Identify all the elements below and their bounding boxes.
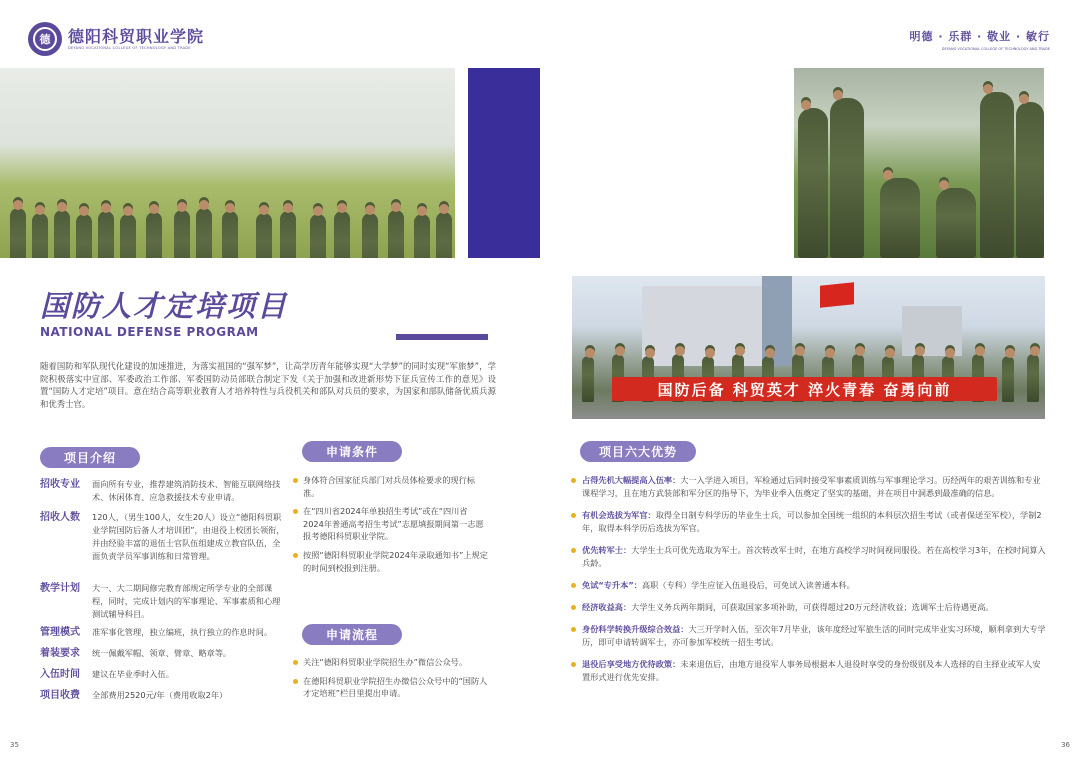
list-item: 身份科学转换升级综合效益：大三开学时入伍，至次年7月毕业，该年度经过军旅生活的同时完成毕业实习环境，顺利拿到大专学历，即可申请转调军士，亦可参加军校统一招生考试。: [570, 623, 1048, 649]
group-photo-banner: [572, 276, 1045, 419]
red-slogan-banner: 国防后备 科贸英才 淬火青春 奋勇向前: [612, 377, 997, 401]
page-number-left: 35: [10, 741, 19, 749]
soldiers-training-photo: [794, 68, 1044, 258]
page-subtitle: NATIONAL DEFENSE PROGRAM: [40, 325, 259, 339]
list-item: 经济收益高：大学生义务兵两年期间，可获取国家多项补助，可获得超过20万元经济收益；选调军士后待遇更高。: [570, 601, 1048, 614]
project-row: 招收人数 120人，（男生100人，女生20人）设立“德阳科贸职业学院国防后备人才培训团”，由退役上校团长领衔，并由经验丰富的退伍士官队伍组建成立教官队伍，全面负责学员军事训练和日常管理。: [40, 512, 285, 561]
process-heading: 申请流程: [302, 624, 402, 645]
list-item: 有机会选拔为军官：取得全日制专科学历的毕业生士兵，可以参加全国统一组织的本科层次招生考试（或者保送至军校），学制2年，取得本科学历后选拔为军官。: [570, 509, 1048, 535]
list-item: 占得先机大幅提高入伍率：大一入学进入项目，军检通过后同时接受军事素质训练与军事理论学习。历经两年的艰苦训练和专业课程学习，且在地方武装部和军分区的指导下，为毕业季入伍奠定了坚实的基础，并在项目中洞悉到最准确的信息。: [570, 474, 1048, 500]
list-item: 退役后享受地方优待政策：未来退伍后，由地方退役军人事务局根据本人退役时享受的身份级别及本人选择的自主择业或军人安置形式进行优先安排。: [570, 658, 1048, 684]
conditions-list: [292, 474, 488, 580]
advantages-list: [570, 474, 1048, 693]
project-intro-heading: 项目介绍: [40, 447, 140, 468]
project-row: 招收专业 面向所有专业，推荐建筑消防技术、智能互联网络技术、休闲体育、应急救援技术专业申请。: [40, 479, 281, 502]
college-name-cn: 德阳科贸职业学院: [68, 27, 205, 46]
page-title: 国防人才定培项目: [40, 289, 289, 323]
college-emblem-icon: 德: [28, 22, 62, 56]
right-page: [540, 0, 1080, 759]
project-row: 着装要求 统一佩戴军帽、领章、臂章、略章等。: [40, 648, 232, 659]
conditions-heading: 申请条件: [302, 441, 402, 462]
college-motto: 明德 · 乐群 · 敬业 · 敏行 DEYANG VOCATIONAL COLLEGE OF TECHNOLOGY AND TRADE: [909, 30, 1050, 51]
college-name-en: DEYANG VOCATIONAL COLLEGE OF TECHNOLOGY AND TRADE: [68, 46, 191, 50]
college-logo: [28, 22, 204, 56]
page-number-right: 36: [1061, 741, 1070, 749]
project-row: 项目收费 全部费用2520元/年（费用收取2年）: [40, 690, 228, 701]
title-accent-bar: [396, 334, 488, 340]
advantages-heading: 项目六大优势: [580, 441, 696, 462]
list-item: 在“四川省2024年单独招生考试”或在“四川省2024年普通高考招生考试”志愿填报期间第一志愿报考德阳科贸职业学院。: [292, 505, 488, 543]
list-item: 身体符合国家征兵部门对兵员体检要求的现行标准。: [292, 474, 488, 499]
list-item: 优先转军士：大学生士兵可优先选取为军士。首次转改军士时，在地方高校学习时间视同服役。若在高校学习3年，在校时间算入兵龄。: [570, 544, 1048, 570]
list-item: 按照“德阳科贸职业学院2024年录取通知书”上规定的时间到校报到注册。: [292, 549, 488, 574]
intro-paragraph: 随着国防和军队现代化建设的加速推进，为落实祖国的“强军梦”，让高学历青年能够实现“大学梦”的同时实现“军旅梦”，学院积极落实中宣部、军委政治工作部、军委国防动员部联合制定下发《关于加强和改进新形势下征兵宣传工作的意见》设置“国防人才定培”项目。意在结合高等职业教育人才培养特性与兵役机关和部队对兵员的要求，为国家和部队储备优质兵源和优秀士官。: [40, 361, 496, 409]
soldiers-field-photo: [0, 68, 455, 258]
list-item: 关注“德阳科贸职业学院招生办”微信公众号。: [292, 656, 488, 669]
process-list: [292, 656, 488, 706]
project-row: 教学计划 大一、大二期间修完教育部规定所学专业的全部课程，同时，完成计划内的军事理论、军事素质和心理测试辅导科目。: [40, 583, 281, 619]
list-item: 免试“专升本”：高职（专科）学生应征入伍退役后，可免试入读普通本科。: [570, 579, 1048, 592]
project-row: 入伍时间 建议在毕业季时入伍。: [40, 669, 174, 680]
project-row: 管理模式 准军事化管理，独立编班，执行独立的作息时间。: [40, 627, 273, 638]
list-item: 在德阳科贸职业学院招生办微信公众号中的“国防人才定培班”栏目里提出申请。: [292, 675, 488, 700]
